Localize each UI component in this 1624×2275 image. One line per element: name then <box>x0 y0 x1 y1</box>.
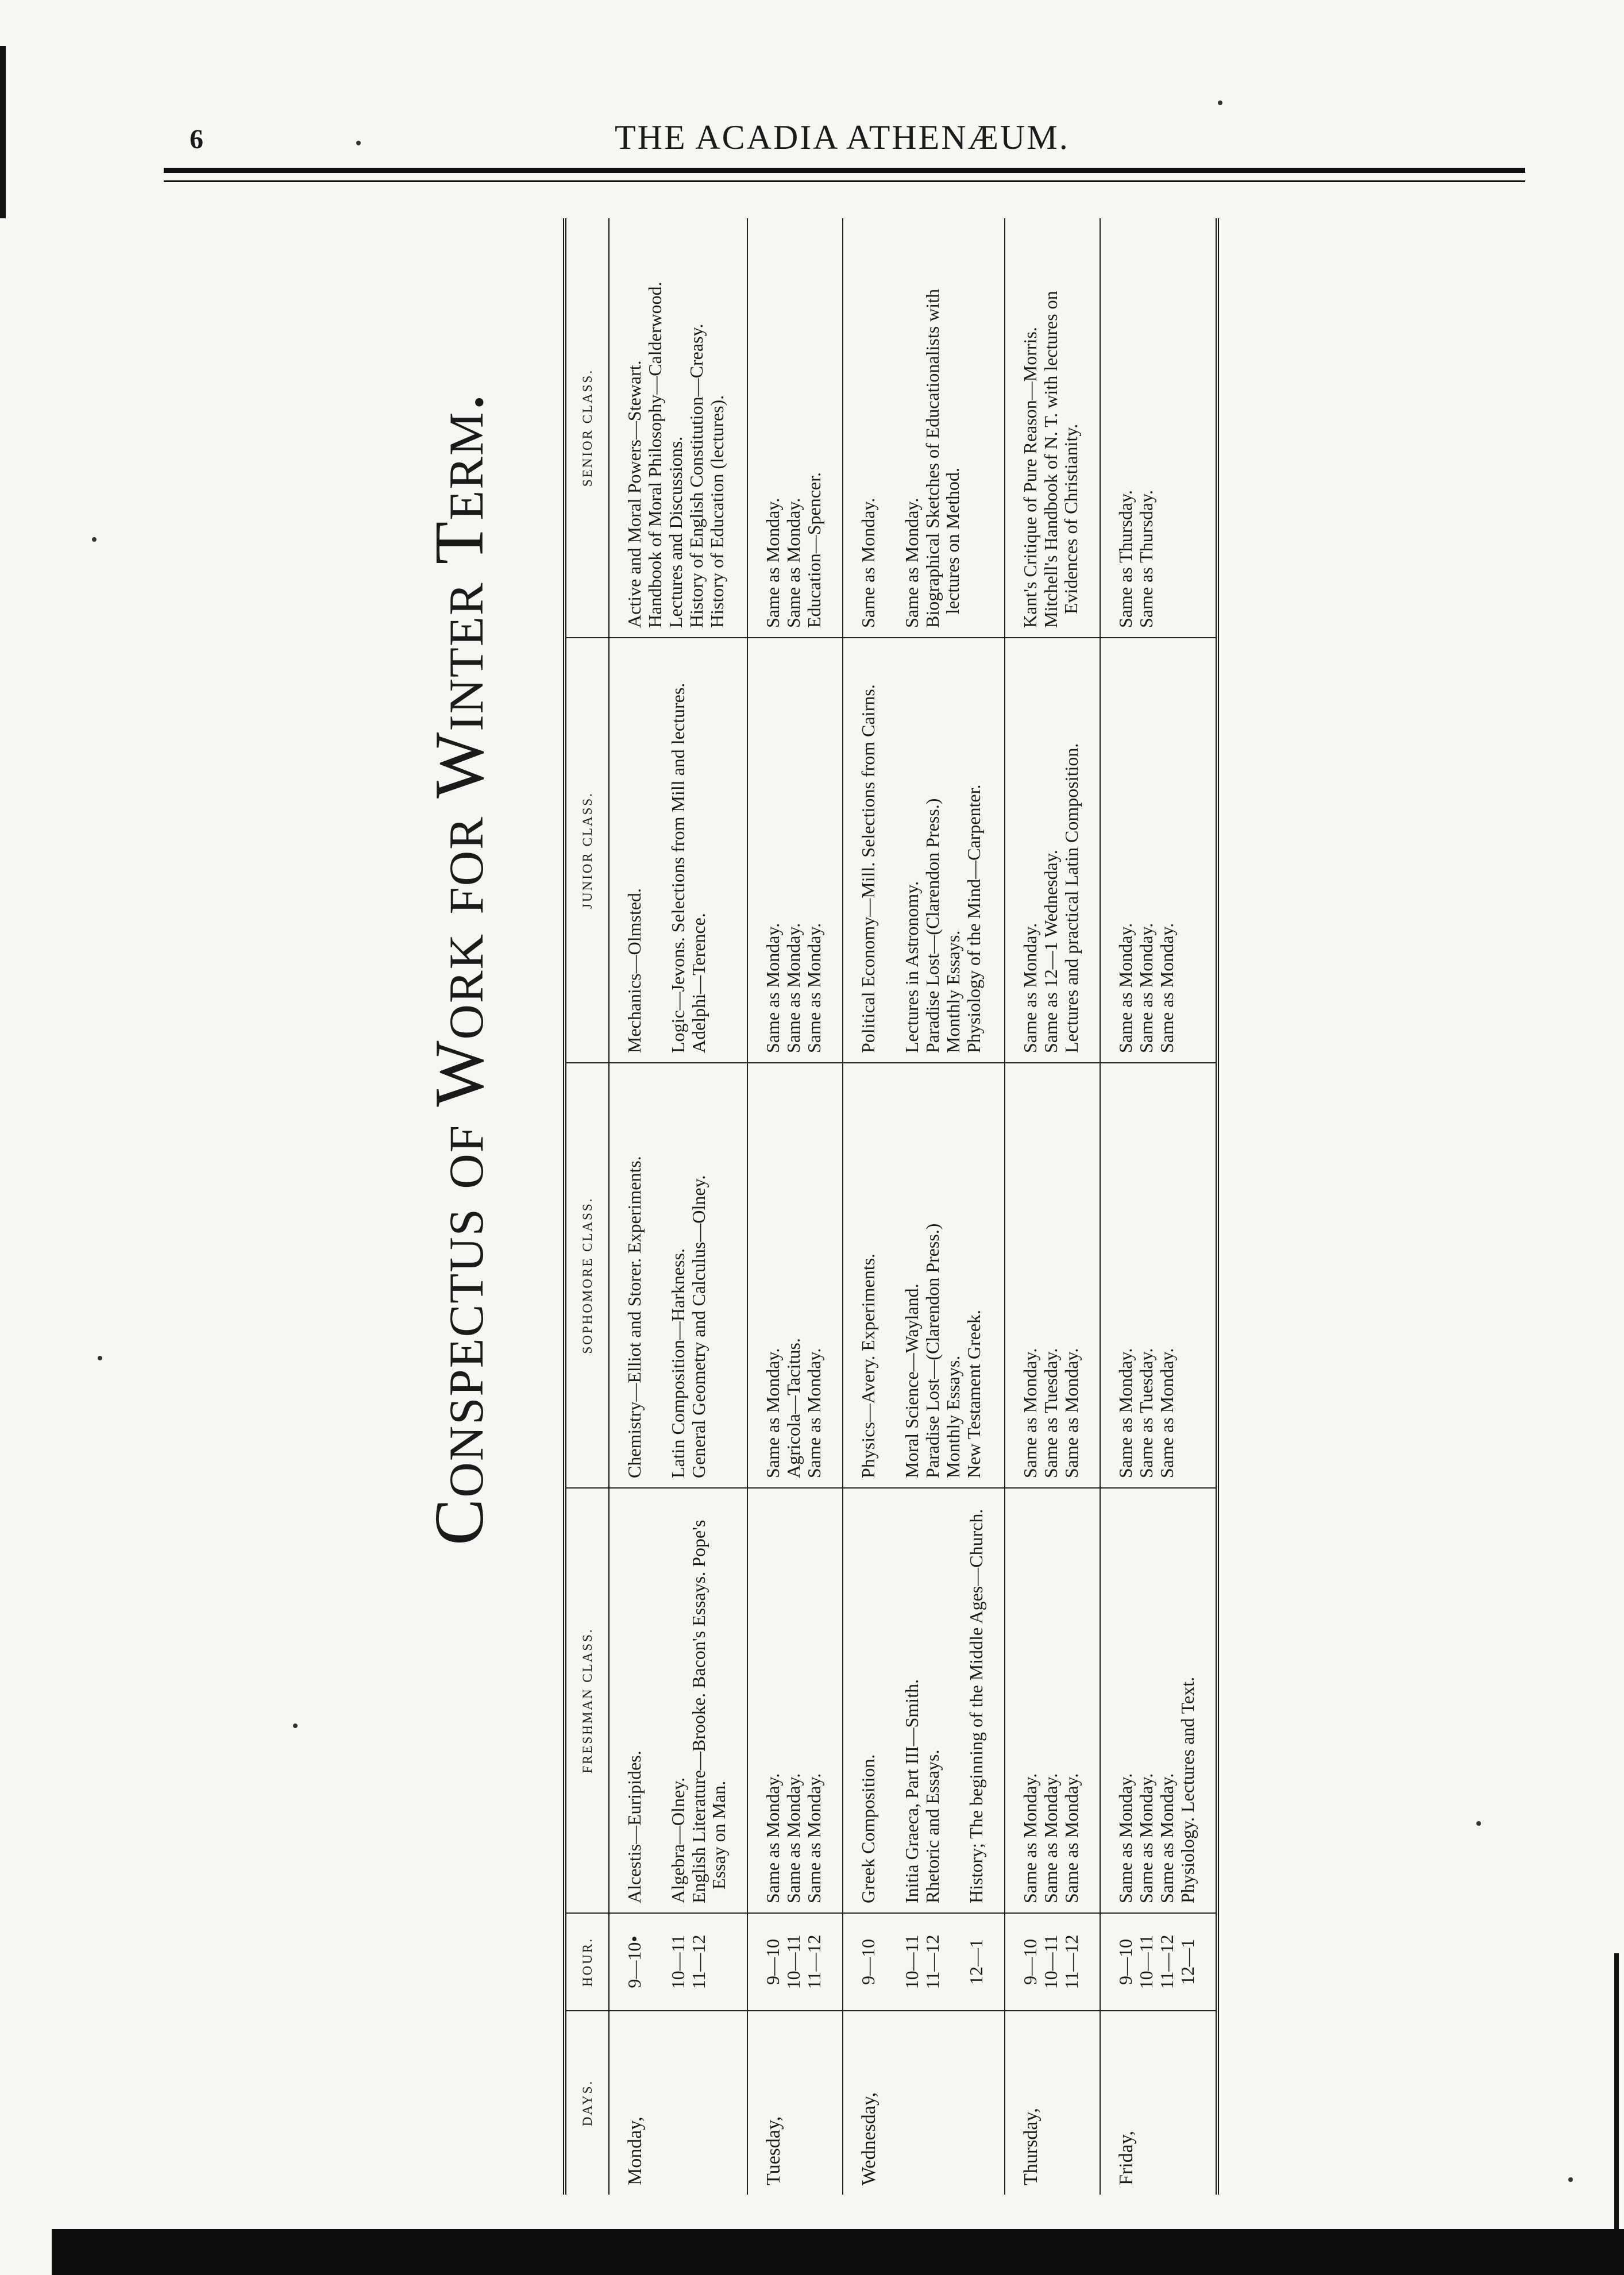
scan-speck <box>98 1356 102 1360</box>
cell-entry: Same as Monday. <box>857 498 878 628</box>
spacer <box>879 647 902 1053</box>
column-header: FRESHMAN CLASS. <box>565 1488 609 1913</box>
senior-cell <box>609 218 747 638</box>
cell-entry: Same as Monday. <box>901 498 922 628</box>
cell-entry: Same as Monday. <box>1135 923 1156 1053</box>
hour-cell <box>609 1913 747 2011</box>
cell-entry: History of Education (lectures). <box>707 395 728 628</box>
spacer <box>943 1923 966 2001</box>
day-cell: Friday, <box>1100 2011 1217 2195</box>
hour-cell <box>1005 1913 1100 2011</box>
sophomore-cell <box>843 1063 1005 1488</box>
cell-entry: Moral Science—Wayland. <box>901 1283 922 1478</box>
hour-cell <box>747 1913 843 2011</box>
cell-entry: Same as Monday. <box>782 923 804 1053</box>
day-cell: Tuesday, <box>747 2011 843 2195</box>
cell-entry: Same as Monday. <box>762 1773 783 1903</box>
cell-entry: Physiology of the Mind—Carpenter. <box>963 784 984 1053</box>
cell-entry: 9—10 <box>1019 1939 1040 1985</box>
cell-entry: Mechanics—Olmsted. <box>624 888 645 1053</box>
cell-entry: Same as Monday. <box>1019 1773 1040 1903</box>
cell-entry: Greek Composition. <box>857 1754 878 1903</box>
cell-entry: 11—12 <box>803 1934 824 1989</box>
junior-cell <box>609 638 747 1063</box>
table-title: Conspectus of Work for Winter Term. <box>421 392 498 1545</box>
cell-entry: Chemistry—Elliot and Storer. Experiments. <box>624 1156 645 1478</box>
table-row <box>747 218 843 2195</box>
sophomore-cell <box>747 1063 843 1488</box>
cell-entry: English Literature—Brooke. Bacon's Essays. Pope's Essay on Man. <box>688 1520 730 1903</box>
table-row <box>843 218 1005 2195</box>
cell-entry: 10—11 <box>668 1934 689 1989</box>
hour-cell <box>843 1913 1005 2011</box>
cell-entry: Same as Tuesday. <box>1135 1348 1156 1478</box>
cell-entry: Same as Monday. <box>1019 1348 1040 1478</box>
table-row <box>1005 218 1100 2195</box>
cell-entry: Same as Monday. <box>1156 1348 1177 1478</box>
scan-speck <box>1476 1821 1481 1826</box>
cell-entry: Same as Monday. <box>803 1348 824 1478</box>
cell-entry: Same as Monday. <box>1060 1773 1082 1903</box>
senior-cell <box>747 218 843 638</box>
cell-entry: General Geometry and Calculus—Olney. <box>688 1175 709 1478</box>
cell-entry: 12—1 <box>1176 1939 1198 1985</box>
cell-entry: Biographical Sketches of Educationalists with lectures on Method. <box>921 288 963 628</box>
cell-entry: Initia Graeca, Part III—Smith. <box>901 1679 922 1903</box>
table-row <box>1100 218 1217 2195</box>
cell-entry: Monthly Essays. <box>942 930 963 1053</box>
spacer <box>645 647 668 1053</box>
rotated-table-block <box>391 218 1624 2195</box>
running-title: THE ACADIA ATHENÆUM. <box>615 118 1070 156</box>
spacer <box>879 1498 902 1903</box>
cell-entry: Same as Monday. <box>762 498 783 628</box>
cell-entry: Agricola—Tacitus. <box>782 1338 804 1478</box>
cell-entry: Rhetoric and Essays. <box>921 1749 943 1903</box>
cell-entry: 9—10 <box>857 1939 878 1985</box>
cell-entry: Mitchell's Handbook of N. T. with lectures on Evidences of Christianity. <box>1040 291 1081 628</box>
freshman-cell <box>843 1488 1005 1913</box>
day-cell: Thursday, <box>1005 2011 1100 2195</box>
header-rule-thin <box>164 180 1525 182</box>
senior-cell <box>843 218 1005 638</box>
cell-entry: Lectures in Astronomy. <box>901 881 922 1053</box>
day-cell: Wednesday, <box>843 2011 1005 2195</box>
scan-bottom-band <box>52 2229 1624 2275</box>
cell-entry: 11—12 <box>688 1934 709 1989</box>
cell-entry: Same as Monday. <box>782 1773 804 1903</box>
scan-edge-mark <box>1614 1953 1619 2229</box>
cell-entry: Lectures and Discussions. <box>665 436 686 628</box>
cell-entry: Same as Monday. <box>1114 1773 1136 1903</box>
junior-cell <box>843 638 1005 1063</box>
cell-entry: Same as Thursday. <box>1114 490 1136 628</box>
cell-entry: Adelphi—Terence. <box>688 913 709 1053</box>
cell-entry: 10—11 <box>1135 1934 1156 1989</box>
senior-cell <box>1005 218 1100 638</box>
cell-entry: 11—12 <box>1060 1934 1082 1989</box>
cell-entry: Same as Monday. <box>782 498 804 628</box>
cell-entry: Same as Monday. <box>1156 923 1177 1053</box>
cell-entry: History; The beginning of the Middle Ages—Church. <box>965 1509 986 1903</box>
cell-entry: Logic—Jevons. Selections from Mill and lectures. <box>668 682 689 1053</box>
scan-speck <box>356 141 361 145</box>
spacer <box>879 1923 902 2001</box>
column-header: DAYS. <box>565 2011 609 2195</box>
page-number: 6 <box>190 124 203 155</box>
cell-entry: Kant's Critique of Pure Reason—Morris. <box>1019 327 1040 628</box>
column-header: HOUR. <box>565 1913 609 2011</box>
cell-entry: 10—11 <box>782 1934 804 1989</box>
cell-entry: 12—1 <box>965 1939 986 1985</box>
cell-entry: Same as Monday. <box>1060 1348 1082 1478</box>
spacer <box>943 1498 966 1903</box>
cell-entry: Same as Monday. <box>1114 923 1136 1053</box>
cell-entry: New Testament Greek. <box>963 1309 984 1478</box>
cell-entry: Algebra—Olney. <box>668 1777 689 1903</box>
cell-entry: Same as Monday. <box>1156 1773 1177 1903</box>
cell-entry: Political Economy—Mill. Selections from Cairns. <box>857 684 878 1053</box>
column-header: JUNIOR CLASS. <box>565 638 609 1063</box>
header-rule <box>164 168 1525 173</box>
spacer <box>645 1073 668 1478</box>
day-cell: Monday, <box>609 2011 747 2195</box>
cell-entry: Physiology. Lectures and Text. <box>1176 1676 1198 1903</box>
cell-entry: Same as Monday. <box>803 1773 824 1903</box>
cell-entry: Alcestis—Euripides. <box>624 1750 645 1903</box>
senior-cell <box>1100 218 1217 638</box>
cell-entry: 9—10 <box>762 1939 783 1985</box>
spacer <box>645 1923 668 2001</box>
junior-cell <box>747 638 843 1063</box>
cell-entry: Monthly Essays. <box>942 1355 963 1478</box>
freshman-cell <box>747 1488 843 1913</box>
cell-entry: Handbook of Moral Philosophy—Calderwood. <box>645 282 666 628</box>
spacer <box>879 228 902 628</box>
conspectus-table <box>563 218 1219 2195</box>
cell-entry: Same as Monday. <box>1135 1773 1156 1903</box>
cell-entry: 11—12 <box>921 1934 943 1989</box>
sophomore-cell <box>609 1063 747 1488</box>
cell-entry: 10—11 <box>901 1934 922 1989</box>
cell-entry: Latin Composition—Harkness. <box>668 1248 689 1478</box>
hour-cell <box>1100 1913 1217 2011</box>
column-header: SENIOR CLASS. <box>565 218 609 638</box>
cell-entry: Same as 12—1 Wednesday. <box>1040 850 1061 1053</box>
column-header: SOPHOMORE CLASS. <box>565 1063 609 1488</box>
table-row <box>609 218 747 2195</box>
freshman-cell <box>1005 1488 1100 1913</box>
cell-entry: Same as Monday. <box>762 923 783 1053</box>
cell-entry: 11—12 <box>1156 1934 1177 1989</box>
cell-entry: Paradise Lost—(Clarendon Press.) <box>921 798 943 1053</box>
cell-entry: Paradise Lost—(Clarendon Press.) <box>921 1223 943 1478</box>
cell-entry: Same as Monday. <box>1019 923 1040 1053</box>
cell-entry: 10—11 <box>1040 1934 1061 1989</box>
cell-entry: Education—Spencer. <box>803 472 824 628</box>
spacer <box>645 1498 668 1903</box>
junior-cell <box>1005 638 1100 1063</box>
cell-entry: Same as Thursday. <box>1135 490 1156 628</box>
table-header-row <box>565 218 609 2195</box>
cell-entry: Active and Moral Powers—Stewart. <box>624 360 645 628</box>
cell-entry: 9—10 <box>1114 1939 1136 1985</box>
scan-speck <box>1218 101 1222 105</box>
scan-speck <box>92 537 97 542</box>
sophomore-cell <box>1100 1063 1217 1488</box>
spacer <box>879 1073 902 1478</box>
cell-entry: Same as Monday. <box>1040 1773 1061 1903</box>
scan-speck <box>1568 2177 1573 2182</box>
freshman-cell <box>1100 1488 1217 1913</box>
cell-entry: Same as Monday. <box>762 1348 783 1478</box>
scan-edge-mark <box>0 46 6 218</box>
cell-entry: Same as Monday. <box>1114 1348 1136 1478</box>
cell-entry: Physics—Avery. Experiments. <box>857 1253 878 1478</box>
cell-entry: Same as Tuesday. <box>1040 1348 1061 1478</box>
cell-entry: 9—10• <box>624 1935 645 1988</box>
cell-entry: Lectures and practical Latin Composition. <box>1060 743 1082 1053</box>
cell-entry: History of English Constitution—Creasy. <box>686 323 707 628</box>
junior-cell <box>1100 638 1217 1063</box>
scan-speck <box>293 1723 298 1728</box>
cell-entry: Same as Monday. <box>803 923 824 1053</box>
freshman-cell <box>609 1488 747 1913</box>
sophomore-cell <box>1005 1063 1100 1488</box>
